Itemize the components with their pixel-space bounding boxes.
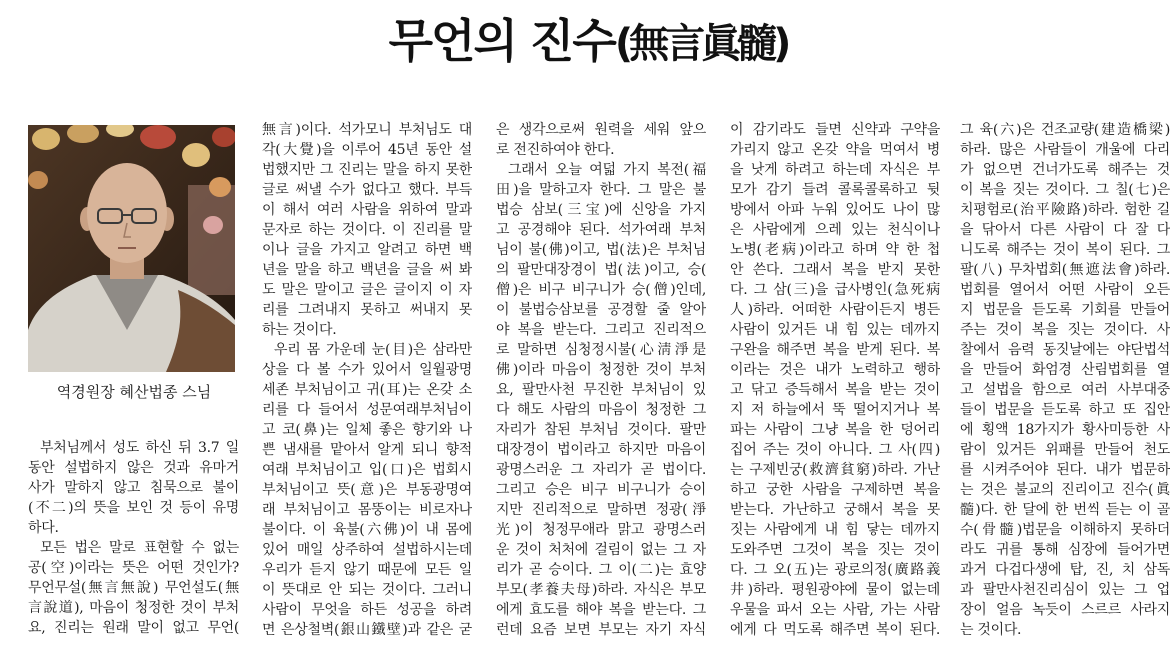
text-line: 가 없으면 건너가도록 해주는 것 xyxy=(960,162,1170,178)
text-line: 에게 다 먹도록 해주면 복이 된다. xyxy=(730,622,940,638)
text-line: 지만 진리적으로 말하면 정광(淨 xyxy=(496,502,706,518)
text-line: 세존 부처님이고 귀(耳)는 온갖 소 xyxy=(262,382,472,398)
text-line: 대장경이 법이라고 하지만 마음이 xyxy=(496,442,706,458)
text-line: 사가 말하지 않고 침묵으로 불이 xyxy=(28,480,239,496)
text-line: 을 낫게 하려고 하는데 자식은 부 xyxy=(730,162,940,178)
text-line: 법했지만 그 진리는 말을 하지 못한 xyxy=(262,162,472,178)
text-line: 리를 그려내지 못하고 써내지 못 xyxy=(262,302,472,318)
text-line: 래 부처님이고 몸뚱이는 비로자나 xyxy=(262,502,472,518)
lantern xyxy=(209,177,231,197)
text-line: 는 것은 불교의 진리이고 진수(眞 xyxy=(960,482,1170,498)
text-line: 런데 요즘 보면 부모는 자기 자식 xyxy=(496,622,706,638)
text-line: 이 뜻대로 안 되는 것이다. 그러니 xyxy=(262,582,472,598)
lantern xyxy=(140,125,176,149)
text-line: 그 육(六)은 건조교량(建造橋梁) xyxy=(960,122,1170,138)
text-line: 글로 써낼 수가 없다고 했다. 부득 xyxy=(262,182,472,198)
text-line: 광명스러운 그 자리가 곧 법이다. xyxy=(496,462,706,478)
text-line: 치평험로(治平險路)하라. 험한 길 xyxy=(960,202,1170,218)
text-line: 쁜 냄새를 맡아서 알게 되니 향적 xyxy=(262,442,472,458)
text-line: 부모(孝養夫母)하라. 자식은 부모 xyxy=(496,582,706,598)
text-line: 짓는 사람에게 내 힘 닿는 데까지 xyxy=(730,522,940,538)
text-line: 에 횡액 18가지가 황사미등한 사 xyxy=(960,422,1170,438)
text-line: 을 닦아서 다른 사람이 다 잘 다 xyxy=(960,222,1170,238)
text-line: 의 팔만대장경이 법(法)이고, 승( xyxy=(496,262,706,278)
text-line: 리가 곧 승이다. 그 이(二)는 효양 xyxy=(496,562,706,578)
text-line: 니도록 해주는 것이 복이 된다. 그 xyxy=(960,242,1170,258)
photo-caption: 역경원장 혜산법종 스님 xyxy=(56,383,212,401)
text-line: 言說道), 마음이 청정한 것이 부처 xyxy=(28,600,239,616)
text-line: 은 사람에게 으레 있는 천식이나 xyxy=(730,222,940,238)
text-line: 부처님이고 뜻(意)은 부동광명여 xyxy=(262,482,472,498)
text-line: 들이 법문을 듣도록 하고 또 집안 xyxy=(960,402,1170,418)
background-wall xyxy=(188,185,235,295)
text-line: 이라는 것은 내가 노력하고 행하 xyxy=(730,362,940,378)
text-line: 하라. 많은 사람들이 개울에 다리 xyxy=(960,142,1170,158)
text-line: 고 설법을 함으로 여러 사부대중 xyxy=(960,382,1170,398)
text-line: 佛)이라 마음이 청정한 것이 부처 xyxy=(496,362,706,378)
text-line: 다 해도 사람의 마음이 청정한 그 xyxy=(496,402,706,418)
text-line: 동안 설법하지 않은 것과 유마거 xyxy=(28,460,239,476)
article-column-2 xyxy=(262,120,472,640)
text-line: 팔(八) 무차법회(無遮法會)하라. xyxy=(960,262,1170,278)
text-line: 하는 것이다. xyxy=(262,322,337,338)
text-line: 그래서 오늘 여덟 가지 복전(福 xyxy=(508,162,706,178)
text-line: 田)을 말하고자 한다. 그 말은 불 xyxy=(496,182,706,198)
text-line: 다. 그 삼(三)을 급사병인(急死病 xyxy=(730,282,940,298)
text-line: 문자로 하는 것이다. 이 진리를 말 xyxy=(262,222,472,238)
text-line: 부처님께서 성도 하신 뒤 3.7 일 xyxy=(40,440,239,456)
text-line: (不二)의 뜻을 보인 것 등이 유명 xyxy=(28,500,239,516)
text-line: 이 해서 여러 사람을 위하여 말과 xyxy=(262,202,472,218)
text-line: 無言)이다. 석가모니 부처님도 대 xyxy=(262,122,472,138)
text-line: 모가 감기 들려 콜록콜록하고 뒷 xyxy=(730,182,940,198)
lantern xyxy=(32,128,60,150)
text-line: 를 시켜주어야 된다. 내가 법문하 xyxy=(960,462,1170,478)
text-line: 다. 그 오(五)는 광로의정(廣路義 xyxy=(730,562,940,578)
text-line: 방에서 아파 누워 있어도 나이 많 xyxy=(730,202,940,218)
text-line: 주는 것이 복을 짓는 것이다. 사 xyxy=(960,322,1170,338)
text-line: 과 팔만사천진리심이 있는 그 업 xyxy=(960,582,1170,598)
text-line: 人)하라. 어떠한 사람이든지 병든 xyxy=(730,302,940,318)
text-line: 상을 다 볼 수가 있어서 일월광명 xyxy=(262,362,472,378)
text-line: 로 말하면 심청정시불(心淸淨是 xyxy=(496,342,706,358)
text-line: 불이다. 이 육불(六佛)이 내 몸에 xyxy=(262,522,472,538)
text-line: 는 구제빈궁(救濟貧窮)하라. 가난 xyxy=(730,462,940,478)
text-line: 파는 사람이 그냥 복을 한 덩어리 xyxy=(730,422,940,438)
text-line: 무언무설(無言無說) 무언설도(無 xyxy=(28,580,239,596)
text-line: 도 말은 말이고 글은 글이지 이 자 xyxy=(262,282,472,298)
portrait-photo xyxy=(28,125,235,372)
title-hanja: (無言眞髓) xyxy=(614,21,788,67)
text-line: 야 복을 받는다. 그리고 진리적으 xyxy=(496,322,706,338)
text-line: 노병(老病)이라고 하며 약 한 첩 xyxy=(730,242,940,258)
text-line: 운 것이 처처에 걸림이 없는 그 자 xyxy=(496,542,706,558)
text-line: 로 전진하여야 한다. xyxy=(496,142,615,158)
text-line: 과거 다겁다생에 탑, 진, 치 삼독 xyxy=(960,562,1170,578)
text-line: 사람이 무엇을 하든 성공을 하려 xyxy=(262,602,472,618)
article-column-1 xyxy=(28,438,239,638)
text-line: 요, 팔만사천 무진한 부처님이 있 xyxy=(496,382,706,398)
text-line: 요, 진리는 원래 말이 없고 무언( xyxy=(28,620,239,636)
lantern xyxy=(182,143,210,167)
text-line: 을 만들어 화엄경 산림법회를 열 xyxy=(960,362,1170,378)
article-column-5 xyxy=(960,120,1170,640)
portrait-image xyxy=(28,125,235,372)
text-line: 각(大覺)을 이루어 45년 동안 설 xyxy=(262,142,472,158)
text-line: 지 법문을 듣도록 기회를 만들어 xyxy=(960,302,1170,318)
text-line: 장이 얼음 녹듯이 스르르 사라지 xyxy=(960,602,1170,618)
article-column-3 xyxy=(496,120,706,640)
lantern xyxy=(212,127,235,147)
text-line: 고 공경해야 된다. 석가여래 부처 xyxy=(496,222,706,238)
text-line: 井)하라. 평원광야에 물이 없는데 xyxy=(730,582,940,598)
text-line: 사람이 있거든 내 힘 있는 데까지 xyxy=(730,322,940,338)
text-line: 면 은상철벽(銀山鐵壁)과 같은 굳 xyxy=(262,622,472,638)
text-line: 髓)다. 한 달에 한 번씩 듣는 이 골 xyxy=(960,502,1170,518)
text-line: 찰에서 음력 동짓날에는 야단법석 xyxy=(960,342,1170,358)
text-line: 에게 효도를 해야 복을 받는다. 그 xyxy=(496,602,706,618)
title-hangul: 무언의 진수 xyxy=(388,14,615,68)
text-line: 이 복을 짓는 것이다. 그 칠(七)은 xyxy=(960,182,1170,198)
text-line: 이 불법승삼보를 공경할 줄 알아 xyxy=(496,302,706,318)
text-line: 받는다. 가난하고 궁해서 복을 못 xyxy=(730,502,940,518)
text-line: 이나 글을 가지고 알려고 하면 백 xyxy=(262,242,472,258)
text-line: 리를 다 들어서 성문여래부처님이 xyxy=(262,402,472,418)
text-line: 안 쓴다. 그래서 복을 받지 못한 xyxy=(730,262,940,278)
text-line: 고 코(鼻)는 일체 좋은 향기와 나 xyxy=(262,422,472,438)
text-line: 법회를 열어서 어떤 사람이 오든 xyxy=(960,282,1170,298)
text-line: 라도 귀를 통해 심장에 들어가면 xyxy=(960,542,1170,558)
text-line: 수(骨髓)법문을 이해하지 못하더 xyxy=(960,522,1170,538)
text-line: 이 감기라도 들면 신약과 구약을 xyxy=(730,122,940,138)
lantern xyxy=(28,171,48,189)
text-line: 光)이 청정무애라 맑고 광명스러 xyxy=(496,522,706,538)
text-line: 하고 궁한 사람을 구제하면 복을 xyxy=(730,482,940,498)
text-line: 가리지 않고 온갖 약을 먹여서 병 xyxy=(730,142,940,158)
text-line: 는 것이다. xyxy=(960,622,1022,638)
article-column-4 xyxy=(730,120,940,640)
text-line: 하다. xyxy=(28,520,59,536)
text-line: 우물을 파서 오는 사람, 가는 사람 xyxy=(730,602,940,618)
text-line: 그리고 승은 비구 비구니가 승이 xyxy=(496,482,706,498)
text-line: 우리가 듣지 않기 때문에 모든 일 xyxy=(262,562,472,578)
text-line: 구완을 해주면 복을 받게 된다. 복 xyxy=(730,342,940,358)
text-line: 있어 매일 상주하여 설법하시는데 xyxy=(262,542,472,558)
text-line: 은 생각으로써 원력을 세워 앞으 xyxy=(496,122,706,138)
article-title xyxy=(0,6,1176,79)
text-line: 모든 법은 말로 표현할 수 없는 xyxy=(40,540,239,556)
text-line: 람이 있거든 위패를 만들어 천도 xyxy=(960,442,1170,458)
text-line: 님이 불(佛)이고, 법(法)은 부처님 xyxy=(496,242,706,258)
text-line: 자리가 참된 부처님 것이다. 팔만 xyxy=(496,422,706,438)
lantern xyxy=(203,216,223,234)
text-line: 우리 몸 가운데 눈(目)은 삼라만 xyxy=(274,342,472,358)
text-line: 고 닦고 증득해서 복을 받는 것이 xyxy=(730,382,940,398)
text-line: 집어 주는 것이 아니다. 그 사(四) xyxy=(730,442,940,458)
text-line: 여래 부처님이고 입(口)은 법회시 xyxy=(262,462,472,478)
text-line: 도와주면 그것이 복을 짓는 것이 xyxy=(730,542,940,558)
text-line: 법승 삼보(三宝)에 신앙을 가지 xyxy=(496,202,706,218)
text-line: 년을 말을 하고 백년을 글을 써 봐 xyxy=(262,262,472,278)
text-line: 僧)은 비구 비구니가 승(僧)인데, xyxy=(496,282,706,298)
text-line: 지 저 하늘에서 뚝 떨어지거나 복 xyxy=(730,402,940,418)
text-line: 공(空)이라는 뜻은 어떤 것인가? xyxy=(28,560,239,576)
